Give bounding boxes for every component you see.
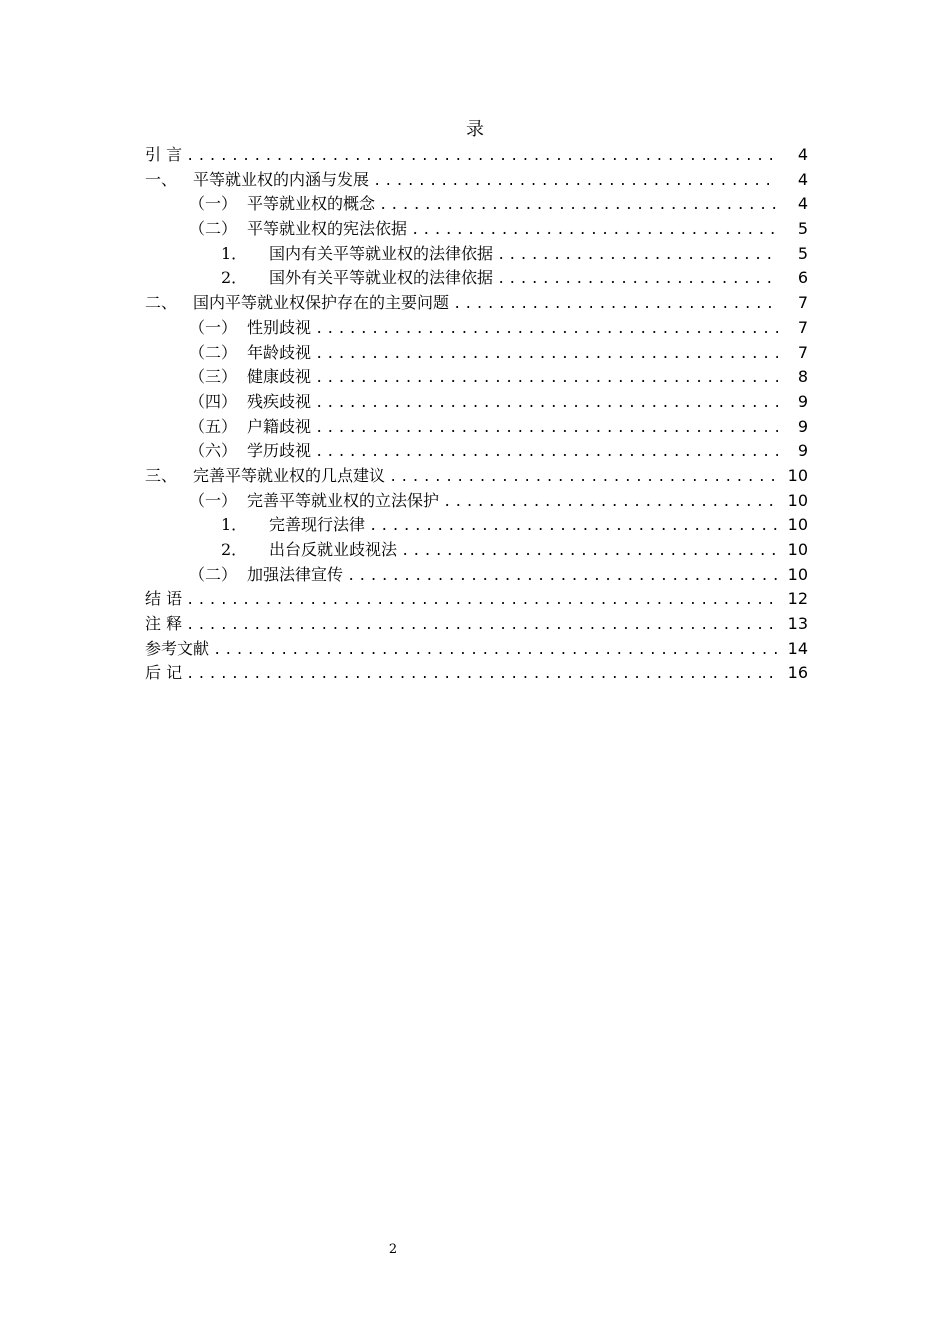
toc-entry-title [145, 587, 778, 612]
toc-entry-title [145, 513, 778, 538]
toc-entry-number: 二、 [145, 293, 178, 313]
toc-entry[interactable] [145, 661, 808, 686]
toc-entry-number: 2． [221, 268, 248, 288]
toc-heading: 录 [466, 119, 484, 140]
toc-entry-label: 引 言 [145, 145, 183, 164]
toc-entry-title [145, 291, 778, 316]
toc-entry-number: 三、 [145, 465, 178, 485]
toc-entry-page: 9 [796, 390, 808, 415]
toc-entry-number: （二） [189, 564, 238, 584]
toc-entry-number: （五） [189, 416, 238, 436]
toc-entry-label: 加强法律宣传 [247, 564, 344, 584]
toc-entry-title [145, 168, 778, 193]
toc-entry-page: 16 [786, 661, 808, 686]
toc-entry-page: 7 [796, 341, 808, 366]
toc-entry-label: 户籍歧视 [247, 416, 312, 436]
toc-entry-title [145, 637, 778, 662]
toc-entry-label: 年龄歧视 [247, 342, 312, 362]
toc-entry-page: 9 [796, 439, 808, 464]
toc-entry-number: （六） [189, 441, 238, 461]
table-of-contents [145, 143, 808, 686]
toc-entry-page: 13 [786, 612, 808, 637]
toc-entry-label: 学历歧视 [247, 441, 312, 461]
toc-entry-title [145, 192, 778, 217]
toc-entry[interactable] [145, 365, 808, 390]
toc-entry-page: 4 [796, 192, 808, 217]
toc-entry-title [145, 415, 778, 440]
toc-entry-title [145, 464, 778, 489]
toc-entry-number: （一） [189, 317, 238, 337]
toc-entry[interactable] [145, 143, 808, 168]
toc-entry-page: 10 [786, 538, 808, 563]
toc-entry[interactable] [145, 192, 808, 217]
toc-entry-page: 7 [796, 316, 808, 341]
toc-entry-page: 5 [796, 217, 808, 242]
toc-entry-page: 4 [796, 143, 808, 168]
toc-entry-number: （一） [189, 490, 238, 510]
toc-entry-page: 10 [786, 489, 808, 514]
toc-entry-title [145, 341, 778, 366]
toc-entry-label: 残疾歧视 [247, 391, 312, 411]
toc-entry-title [145, 612, 778, 637]
toc-entry-number: （二） [189, 219, 238, 239]
toc-entry-title [145, 143, 778, 168]
toc-entry-label: 完善平等就业权的立法保护 [247, 490, 440, 510]
toc-entry[interactable] [145, 168, 808, 193]
toc-entry-title [145, 365, 778, 390]
toc-entry-title [145, 316, 778, 341]
toc-entry-label: 后 记 [145, 663, 183, 683]
toc-entry[interactable] [145, 439, 808, 464]
toc-entry-title [145, 661, 778, 686]
toc-entry[interactable] [145, 291, 808, 316]
toc-entry[interactable] [145, 489, 808, 514]
toc-entry-label: 平等就业权的概念 [247, 194, 376, 214]
toc-entry-page: 14 [786, 637, 808, 662]
toc-entry[interactable] [145, 563, 808, 588]
toc-entry[interactable] [145, 464, 808, 489]
toc-entry-title [145, 538, 778, 563]
toc-entry-page: 10 [786, 464, 808, 489]
toc-entry[interactable] [145, 341, 808, 366]
toc-entry-label: 出台反就业歧视法 [269, 540, 398, 559]
toc-entry-label: 完善现行法律 [269, 515, 366, 535]
toc-entry-number: （三） [189, 367, 238, 387]
toc-entry-page: 6 [796, 266, 808, 291]
toc-entry-label: 结 语 [145, 589, 183, 609]
toc-entry-label: 国外有关平等就业权的法律依据 [269, 268, 494, 288]
toc-entry-page: 5 [796, 242, 808, 267]
toc-entry-number: 1． [221, 515, 248, 535]
toc-entry-page: 10 [786, 563, 808, 588]
toc-entry-number: 2． [221, 540, 248, 559]
toc-entry-title [145, 242, 778, 267]
toc-entry-number: （一） [189, 194, 238, 214]
toc-entry-title [145, 266, 778, 291]
toc-entry[interactable] [145, 316, 808, 341]
page-number: 2 [388, 1242, 398, 1257]
toc-entry-page: 8 [796, 365, 808, 390]
toc-entry-page: 12 [786, 587, 808, 612]
toc-entry-label: 健康歧视 [247, 367, 312, 387]
toc-entry-label: 国内有关平等就业权的法律依据 [269, 243, 494, 263]
toc-entry[interactable] [145, 538, 808, 563]
toc-entry-page: 4 [796, 168, 808, 193]
toc-entry[interactable] [145, 217, 808, 242]
toc-entry[interactable] [145, 513, 808, 538]
toc-entry-number: （四） [189, 391, 238, 411]
toc-entry-number: （二） [189, 342, 238, 362]
toc-entry[interactable] [145, 390, 808, 415]
toc-entry-page: 7 [796, 291, 808, 316]
toc-entry[interactable] [145, 587, 808, 612]
toc-entry-label: 注 释 [145, 614, 183, 634]
toc-entry-number: 一、 [145, 169, 178, 189]
toc-entry[interactable] [145, 242, 808, 267]
toc-entry[interactable] [145, 415, 808, 440]
toc-entry-label: 完善平等就业权的几点建议 [193, 465, 386, 485]
toc-entry-label: 平等就业权的宪法依据 [247, 219, 408, 239]
toc-entry-page: 9 [796, 415, 808, 440]
toc-entry-title [145, 390, 778, 415]
toc-entry-title [145, 489, 778, 514]
toc-entry-label: 平等就业权的内涵与发展 [193, 169, 370, 189]
toc-entry-label: 性别歧视 [247, 317, 312, 337]
toc-entry-label: 参考文献 [145, 638, 210, 658]
toc-entry[interactable] [145, 637, 808, 662]
toc-entry-number: 1． [221, 243, 248, 263]
toc-entry-title [145, 439, 778, 464]
toc-entry[interactable] [145, 266, 808, 291]
toc-entry-title [145, 217, 778, 242]
toc-entry-title [145, 563, 778, 588]
toc-entry-label: 国内平等就业权保护存在的主要问题 [193, 293, 450, 313]
toc-entry[interactable] [145, 612, 808, 637]
toc-entry-page: 10 [786, 513, 808, 538]
